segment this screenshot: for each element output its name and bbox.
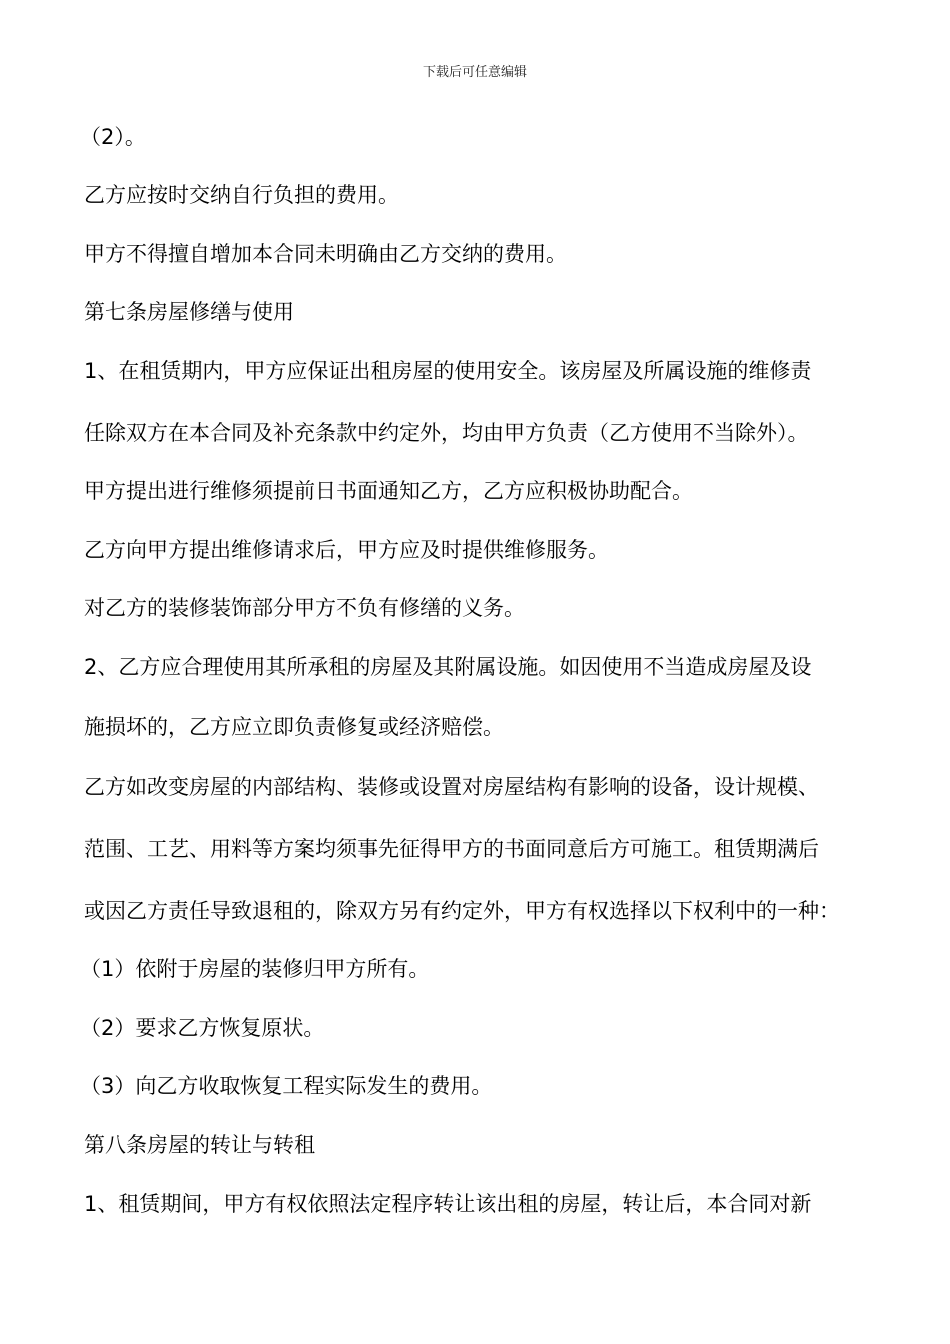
text-line: 1、在租赁期内，甲方应保证出租房屋的使用安全。该房屋及所属设施的维修责 — [84, 359, 812, 383]
section-heading: 第八条房屋的转让与转租 — [84, 1133, 315, 1157]
text-line: 范围、工艺、用料等方案均须事先征得甲方的书面同意后方可施工。租赁期满后 — [84, 837, 819, 861]
page-header: 下载后可任意编辑 — [422, 65, 527, 80]
text-line: 1、租赁期间，甲方有权依照法定程序转让该出租的房屋，转让后，本合同对新 — [84, 1192, 812, 1216]
text-line: 对乙方的装修装饰部分甲方不负有修缮的义务。 — [84, 596, 525, 620]
section-heading: 第七条房屋修缮与使用 — [84, 300, 294, 324]
text-line: 乙方如改变房屋的内部结构、装修或设置对房屋结构有影响的设备，设计规模、 — [84, 775, 819, 799]
text-line: 甲方不得擅自增加本合同未明确由乙方交纳的费用。 — [84, 242, 567, 266]
text-line: 2、乙方应合理使用其所承租的房屋及其附属设施。如因使用不当造成房屋及设 — [84, 655, 812, 679]
text-line: 任除双方在本合同及补充条款中约定外，均由甲方负责（乙方使用不当除外）。 — [84, 421, 809, 445]
text-line: （3）向乙方收取恢复工程实际发生的费用。 — [80, 1074, 493, 1098]
text-line: （1）依附于房屋的装修归甲方所有。 — [80, 957, 430, 981]
text-line: （2）要求乙方恢复原状。 — [80, 1016, 325, 1040]
text-line: （2）。 — [80, 125, 146, 149]
text-line: 乙方应按时交纳自行负担的费用。 — [84, 183, 399, 207]
text-line: 乙方向甲方提出维修请求后，甲方应及时提供维修服务。 — [84, 538, 609, 562]
text-line: 或因乙方责任导致退租的，除双方另有约定外，甲方有权选择以下权利中的一种： — [84, 899, 840, 923]
text-line: 甲方提出进行维修须提前日书面通知乙方，乙方应积极协助配合。 — [84, 479, 693, 503]
text-line: 施损坏的，乙方应立即负责修复或经济赔偿。 — [84, 715, 504, 739]
